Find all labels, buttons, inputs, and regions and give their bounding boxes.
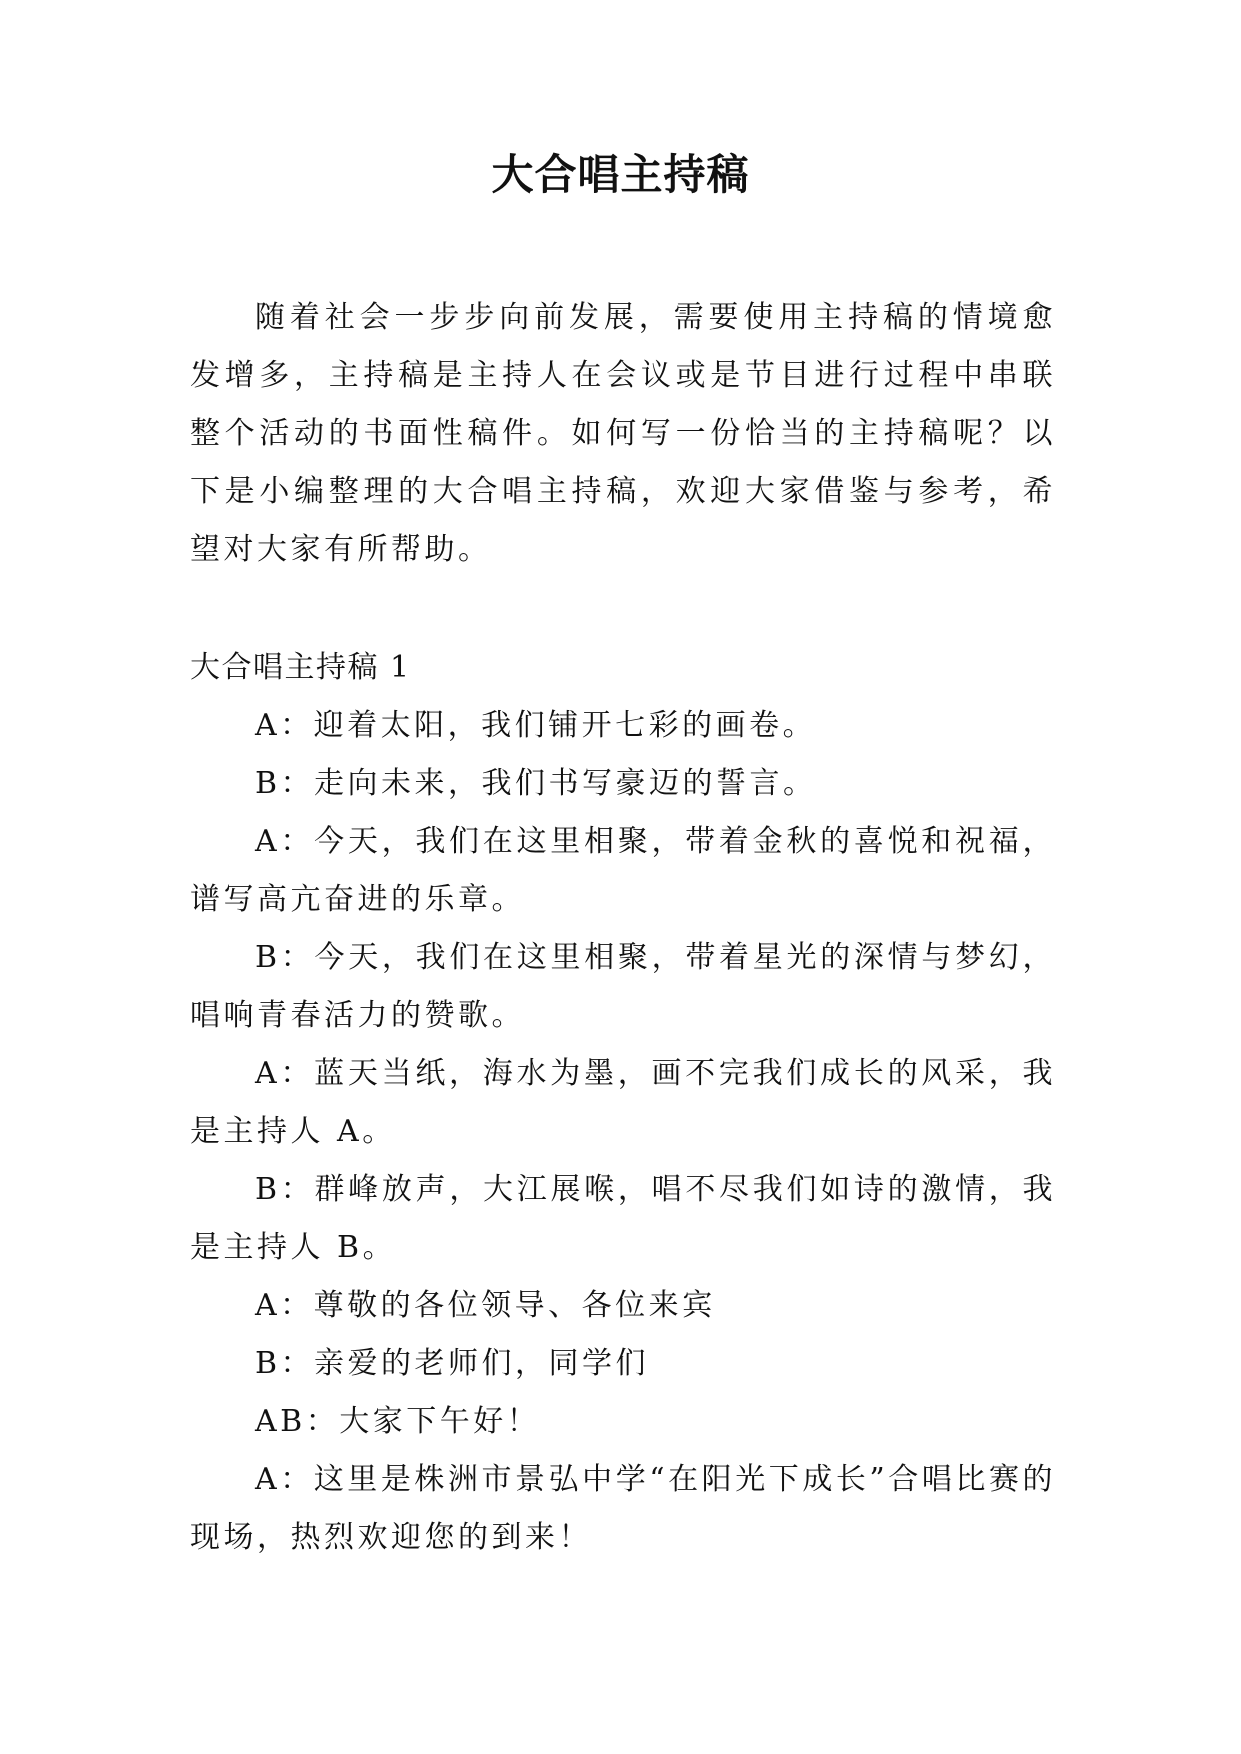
script-line: B：走向未来，我们书写豪迈的誓言。 xyxy=(255,766,817,801)
script-line: AB：大家下午好！ xyxy=(255,1404,541,1439)
document-title: 大合唱主持稿 xyxy=(491,150,750,199)
script-line: A：尊敬的各位领导、各位来宾 xyxy=(255,1288,716,1323)
script-line: B：今天，我们在这里相聚，带着星光的深情与梦幻，唱响青春活力的赞歌。 xyxy=(190,940,1056,1033)
script-line: A：迎着太阳，我们铺开七彩的画卷。 xyxy=(255,708,817,743)
script-line: A：这里是株洲市景弘中学“在阳光下成长”合唱比赛的现场，热烈欢迎您的到来！ xyxy=(190,1462,1056,1555)
script-line: B：亲爱的老师们，同学们 xyxy=(255,1346,650,1381)
intro-paragraph: 随着社会一步步向前发展，需要使用主持稿的情境愈发增多，主持稿是主持人在会议或是节目进行过程中串联整个活动的书面性稿件。如何写一份恰当的主持稿呢？以下是小编整理的大合唱主持稿，欢迎大家借鉴与参考，希望对大家有所帮助。 xyxy=(190,300,1056,567)
script-section xyxy=(190,639,1056,1567)
script-line: A：蓝天当纸，海水为墨，画不完我们成长的风采，我是主持人 A。 xyxy=(190,1056,1056,1149)
script-line: B：群峰放声，大江展喉，唱不尽我们如诗的激情，我是主持人 B。 xyxy=(190,1172,1056,1265)
section-heading: 大合唱主持稿 1 xyxy=(190,650,411,685)
script-line: A：今天，我们在这里相聚，带着金秋的喜悦和祝福，谱写高亢奋进的乐章。 xyxy=(190,824,1056,917)
